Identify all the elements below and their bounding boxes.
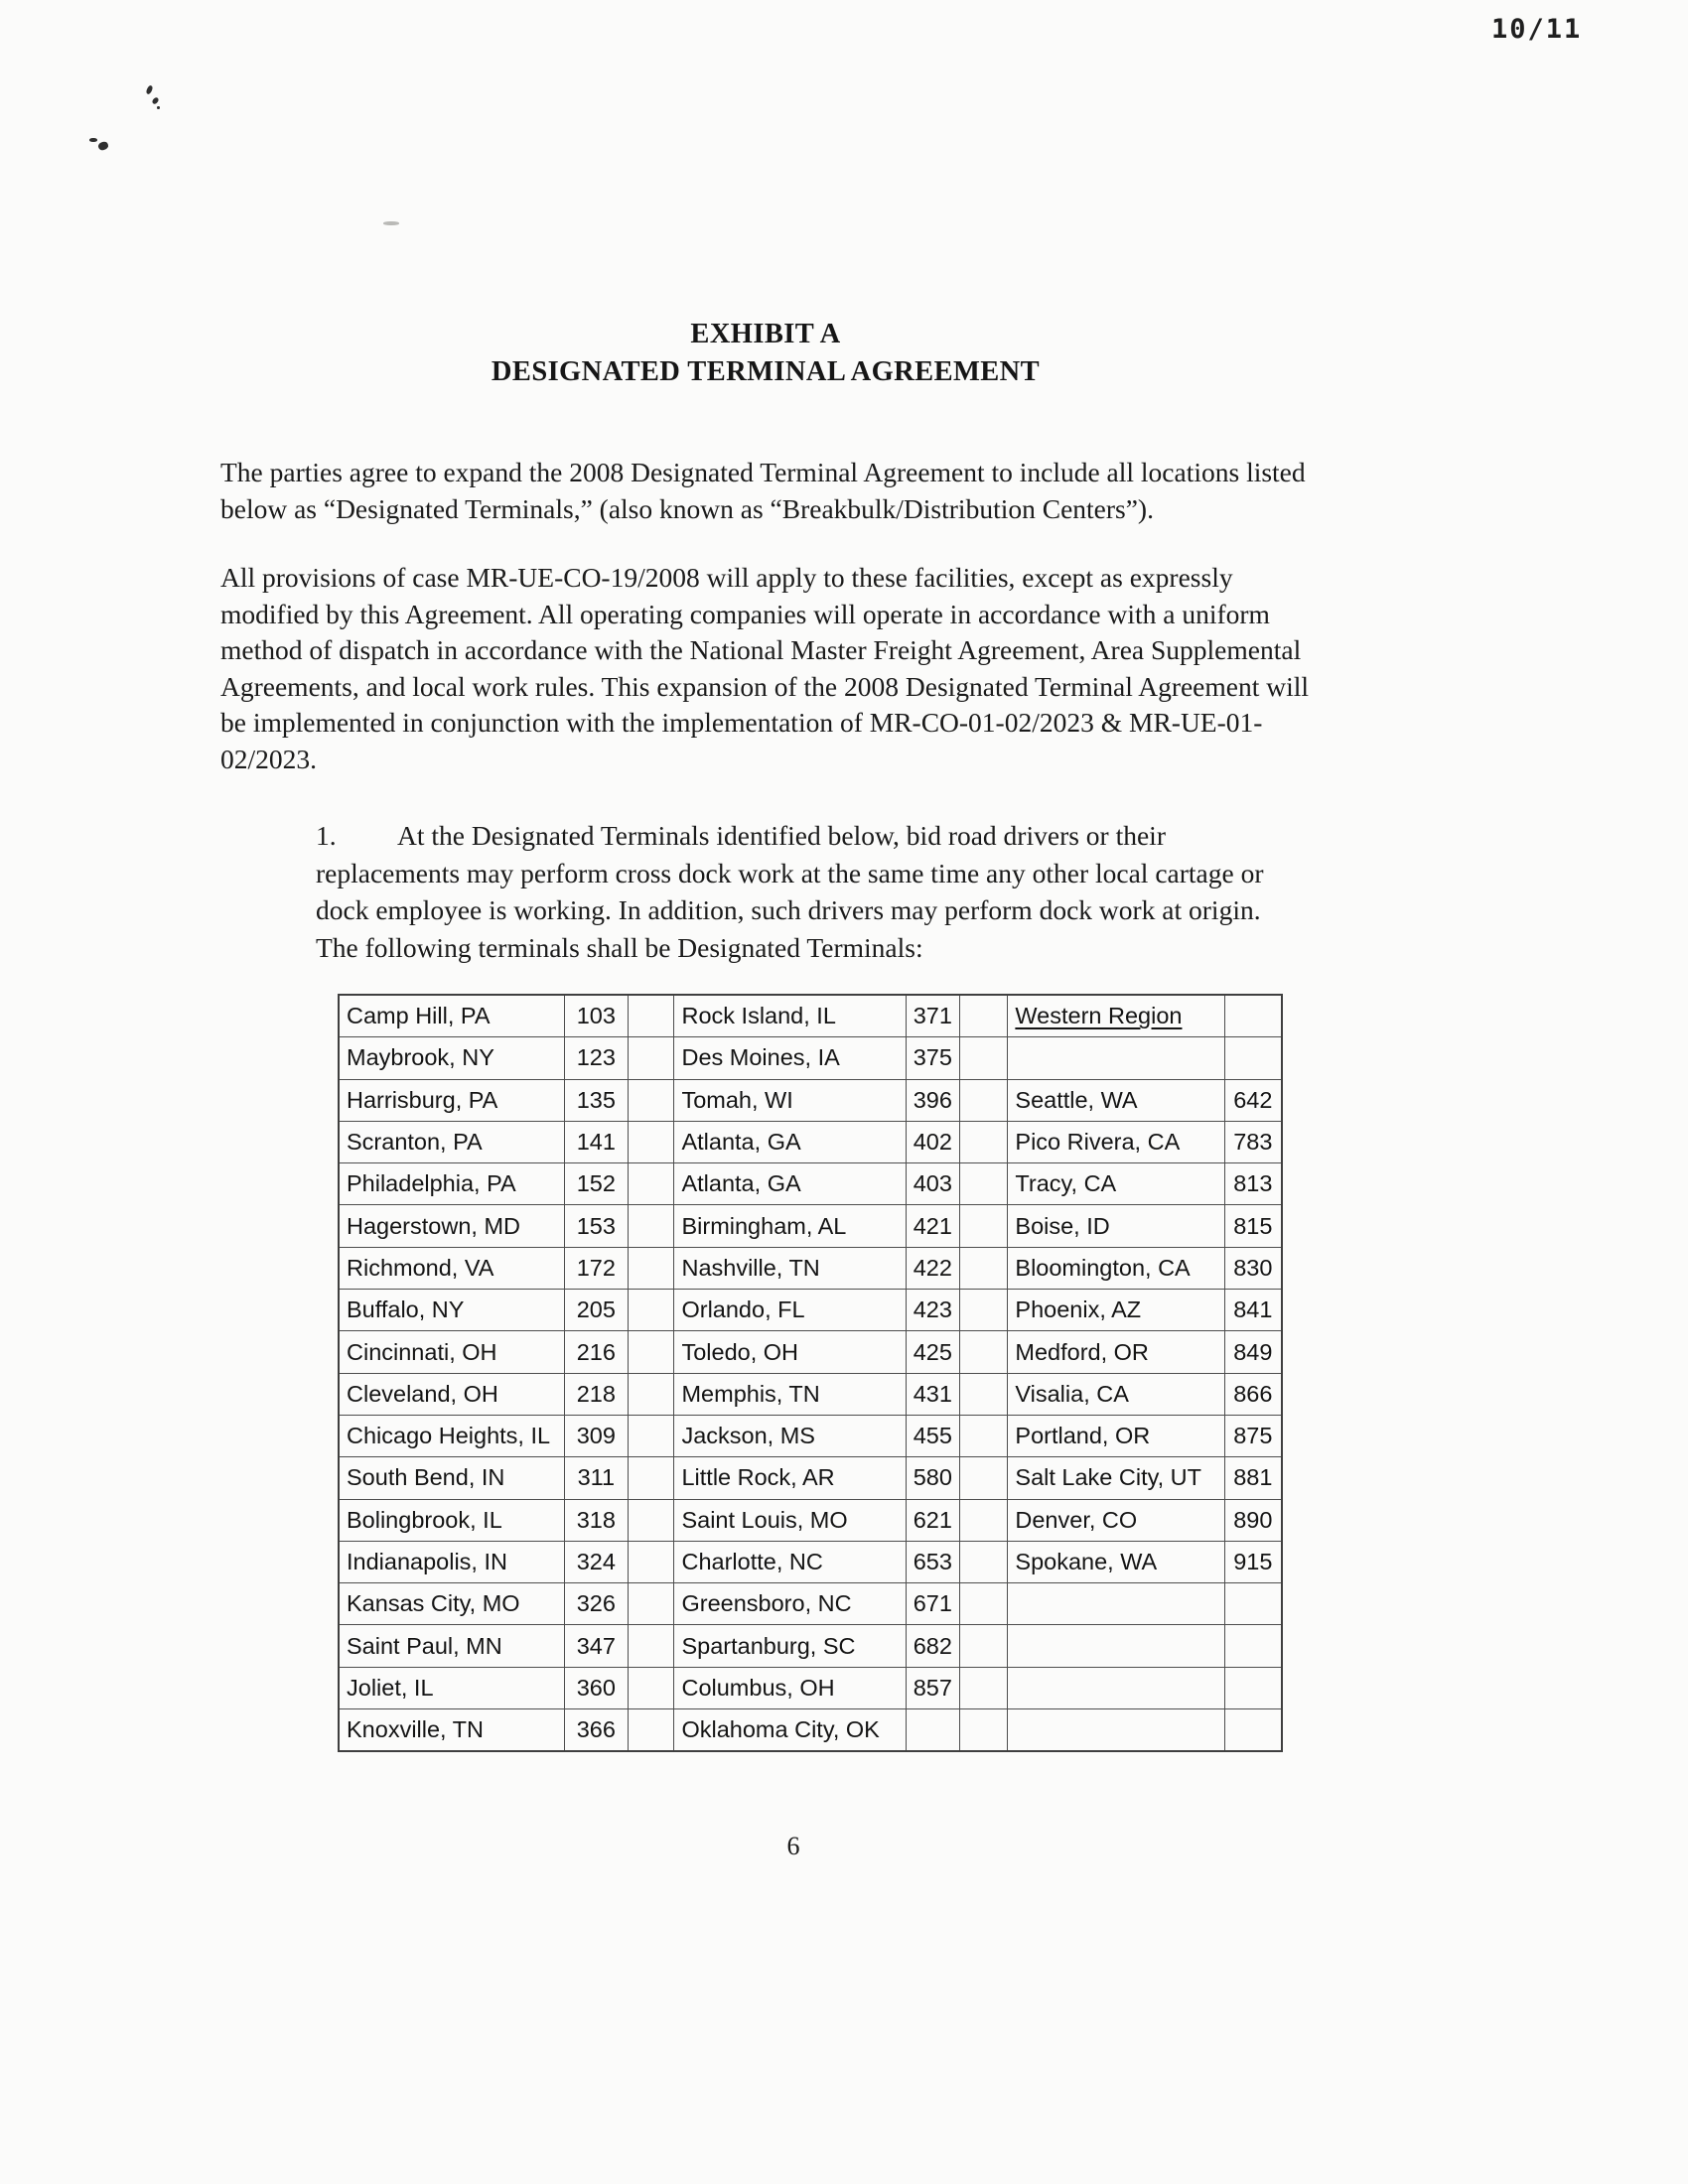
table-cell-c3: Medford, OR xyxy=(1008,1331,1224,1373)
table-cell-c1: Cleveland, OH xyxy=(339,1373,564,1415)
table-cell-n2: 422 xyxy=(906,1247,959,1289)
table-cell-n1: 326 xyxy=(564,1583,628,1625)
terminal-table-body xyxy=(339,995,1282,1751)
table-cell-spacer xyxy=(628,1583,674,1625)
clause-1-number: 1. xyxy=(316,820,337,851)
fax-page-indicator: 10/11 xyxy=(1491,14,1583,45)
paragraph-provisions: All provisions of case MR-UE-CO-19/2008 will apply to these facilities, except as expressly modified by this Agreement. All operating companies will operate in accordance with a uniform method of dispatch in accordance with the National Master Freight Agreement, Area Supplemental Agreements, and local work rules. This expansion of the 2008 Designated Terminal Agreement will be implemented in conjunction with the implementation of MR-CO-01-02/2023 & MR-UE-01-02/2023. xyxy=(220,562,1310,774)
table-cell-n1: 324 xyxy=(564,1541,628,1582)
table-cell-c2: Columbus, OH xyxy=(674,1667,906,1708)
table-cell-n3: 890 xyxy=(1224,1499,1282,1541)
table-cell-n3: 841 xyxy=(1224,1290,1282,1331)
table-cell-c1: Knoxville, TN xyxy=(339,1709,564,1752)
table-cell-c1: Saint Paul, MN xyxy=(339,1625,564,1667)
table-cell-n1: 103 xyxy=(564,995,628,1037)
table-cell-c3: Tracy, CA xyxy=(1008,1163,1224,1205)
table-cell-n3: 813 xyxy=(1224,1163,1282,1205)
scan-speck xyxy=(89,138,97,142)
table-cell-n1: 123 xyxy=(564,1037,628,1079)
table-cell-spacer xyxy=(959,1079,1008,1121)
document-title xyxy=(220,316,1311,391)
table-cell-n2: 425 xyxy=(906,1331,959,1373)
table-row xyxy=(339,1331,1282,1373)
table-row xyxy=(339,1079,1282,1121)
table-cell-n3 xyxy=(1224,1583,1282,1625)
table-cell-n1: 205 xyxy=(564,1290,628,1331)
page-number: 6 xyxy=(786,1832,800,1861)
table-cell-c1: Kansas City, MO xyxy=(339,1583,564,1625)
table-cell-c2: Little Rock, AR xyxy=(674,1457,906,1499)
table-cell-spacer xyxy=(959,1667,1008,1708)
table-cell-spacer xyxy=(628,1667,674,1708)
table-cell-spacer xyxy=(959,1247,1008,1289)
table-cell-c2: Des Moines, IA xyxy=(674,1037,906,1079)
table-cell-c2: Tomah, WI xyxy=(674,1079,906,1121)
table-cell-spacer xyxy=(959,1457,1008,1499)
table-cell-n3 xyxy=(1224,995,1282,1037)
table-cell-n2: 421 xyxy=(906,1205,959,1247)
table-cell-n2: 396 xyxy=(906,1079,959,1121)
table-cell-c1: Camp Hill, PA xyxy=(339,995,564,1037)
table-cell-spacer xyxy=(959,1205,1008,1247)
table-cell-n1: 152 xyxy=(564,1163,628,1205)
table-cell-n3: 830 xyxy=(1224,1247,1282,1289)
table-cell-spacer xyxy=(628,1290,674,1331)
table-cell-spacer xyxy=(959,1415,1008,1456)
table-row xyxy=(339,1121,1282,1162)
table-cell-spacer xyxy=(959,995,1008,1037)
table-cell-c1: Richmond, VA xyxy=(339,1247,564,1289)
table-row xyxy=(339,1457,1282,1499)
table-cell-spacer xyxy=(959,1625,1008,1667)
table-cell-c3: Salt Lake City, UT xyxy=(1008,1457,1224,1499)
table-cell-c3: Portland, OR xyxy=(1008,1415,1224,1456)
table-cell-n2: 621 xyxy=(906,1499,959,1541)
table-cell-c2: Nashville, TN xyxy=(674,1247,906,1289)
table-cell-spacer xyxy=(628,1163,674,1205)
table-cell-n1: 141 xyxy=(564,1121,628,1162)
table-cell-c2: Greensboro, NC xyxy=(674,1583,906,1625)
table-cell-c1: Chicago Heights, IL xyxy=(339,1415,564,1456)
table-cell-n3: 783 xyxy=(1224,1121,1282,1162)
table-cell-n3: 881 xyxy=(1224,1457,1282,1499)
table-cell-spacer xyxy=(959,1037,1008,1079)
table-row xyxy=(339,1541,1282,1582)
table-cell-c1: Hagerstown, MD xyxy=(339,1205,564,1247)
scan-speck xyxy=(383,221,399,225)
table-cell-spacer xyxy=(628,1499,674,1541)
table-row xyxy=(339,1415,1282,1456)
clause-1-text: At the Designated Terminals identified below, bid road drivers or their replacements may perform cross dock work at the same time any other local cartage or dock employee is working. In addition, such drivers may perform dock work at origin. The following terminals shall be Designated Terminals: xyxy=(316,820,1264,963)
table-cell-n1: 366 xyxy=(564,1709,628,1752)
table-cell-n3: 866 xyxy=(1224,1373,1282,1415)
table-cell-n1: 218 xyxy=(564,1373,628,1415)
table-cell-n1: 311 xyxy=(564,1457,628,1499)
table-cell-c1: Scranton, PA xyxy=(339,1121,564,1162)
scan-speck xyxy=(145,84,153,94)
table-cell-n3: 815 xyxy=(1224,1205,1282,1247)
table-row xyxy=(339,1709,1282,1752)
table-row xyxy=(339,995,1282,1037)
table-cell-n1: 318 xyxy=(564,1499,628,1541)
table-cell-c3 xyxy=(1008,1625,1224,1667)
table-cell-c3 xyxy=(1008,1667,1224,1708)
table-row xyxy=(339,1625,1282,1667)
table-cell-spacer xyxy=(959,1121,1008,1162)
table-cell-c3 xyxy=(1008,995,1224,1037)
table-cell-c3: Denver, CO xyxy=(1008,1499,1224,1541)
table-cell-n1: 360 xyxy=(564,1667,628,1708)
paragraph-intro: The parties agree to expand the 2008 Designated Terminal Agreement to include all locations listed below as “Designated Terminals,” (also known as “Breakbulk/Distribution Centers”). xyxy=(220,457,1306,524)
table-cell-c3 xyxy=(1008,1709,1224,1752)
table-row xyxy=(339,1499,1282,1541)
table-cell-n1: 172 xyxy=(564,1247,628,1289)
scan-speck xyxy=(157,106,160,109)
table-cell-c1: Indianapolis, IN xyxy=(339,1541,564,1582)
table-cell-c1: Bolingbrook, IL xyxy=(339,1499,564,1541)
table-cell-n2: 455 xyxy=(906,1415,959,1456)
table-cell-c2: Memphis, TN xyxy=(674,1373,906,1415)
table-cell-n2: 682 xyxy=(906,1625,959,1667)
table-cell-spacer xyxy=(959,1290,1008,1331)
western-region-header: Western Region xyxy=(1015,1003,1183,1029)
table-cell-c2: Birmingham, AL xyxy=(674,1205,906,1247)
table-cell-spacer xyxy=(628,1331,674,1373)
table-cell-c3: Spokane, WA xyxy=(1008,1541,1224,1582)
table-row xyxy=(339,1667,1282,1708)
table-cell-c2: Toledo, OH xyxy=(674,1331,906,1373)
table-cell-spacer xyxy=(628,1415,674,1456)
table-cell-spacer xyxy=(628,995,674,1037)
table-cell-spacer xyxy=(628,1373,674,1415)
table-cell-n3: 915 xyxy=(1224,1541,1282,1582)
table-cell-n3: 875 xyxy=(1224,1415,1282,1456)
table-cell-n2: 671 xyxy=(906,1583,959,1625)
table-cell-n3: 849 xyxy=(1224,1331,1282,1373)
table-cell-spacer xyxy=(628,1205,674,1247)
table-cell-spacer xyxy=(628,1121,674,1162)
table-cell-n2: 653 xyxy=(906,1541,959,1582)
exhibit-title-line: EXHIBIT A xyxy=(690,319,841,349)
table-cell-c1: Joliet, IL xyxy=(339,1667,564,1708)
table-cell-n1: 135 xyxy=(564,1079,628,1121)
table-cell-c2: Spartanburg, SC xyxy=(674,1625,906,1667)
agreement-title-line: DESIGNATED TERMINAL AGREEMENT xyxy=(491,356,1041,387)
table-cell-n2: 423 xyxy=(906,1290,959,1331)
table-cell-n3 xyxy=(1224,1667,1282,1708)
table-row xyxy=(339,1205,1282,1247)
table-row xyxy=(339,1247,1282,1289)
table-cell-n1: 153 xyxy=(564,1205,628,1247)
table-cell-c2: Saint Louis, MO xyxy=(674,1499,906,1541)
table-cell-n1: 309 xyxy=(564,1415,628,1456)
table-cell-spacer xyxy=(628,1037,674,1079)
table-cell-n3: 642 xyxy=(1224,1079,1282,1121)
table-cell-c2: Orlando, FL xyxy=(674,1290,906,1331)
table-cell-n3 xyxy=(1224,1625,1282,1667)
table-cell-c2: Jackson, MS xyxy=(674,1415,906,1456)
table-cell-spacer xyxy=(959,1583,1008,1625)
table-cell-c3: Seattle, WA xyxy=(1008,1079,1224,1121)
table-cell-c3: Pico Rivera, CA xyxy=(1008,1121,1224,1162)
table-cell-n2: 857 xyxy=(906,1667,959,1708)
table-cell-spacer xyxy=(959,1541,1008,1582)
table-cell-n3 xyxy=(1224,1709,1282,1752)
table-cell-spacer xyxy=(628,1709,674,1752)
table-cell-c3: Bloomington, CA xyxy=(1008,1247,1224,1289)
table-cell-n2: 402 xyxy=(906,1121,959,1162)
table-cell-n3 xyxy=(1224,1037,1282,1079)
table-row xyxy=(339,1037,1282,1079)
table-cell-c1: Harrisburg, PA xyxy=(339,1079,564,1121)
table-cell-c1: South Bend, IN xyxy=(339,1457,564,1499)
table-cell-c2: Rock Island, IL xyxy=(674,995,906,1037)
table-cell-n2: 580 xyxy=(906,1457,959,1499)
table-cell-spacer xyxy=(628,1625,674,1667)
table-cell-n2: 431 xyxy=(906,1373,959,1415)
clause-1 xyxy=(316,817,1291,966)
table-cell-n2: 371 xyxy=(906,995,959,1037)
table-cell-c1: Maybrook, NY xyxy=(339,1037,564,1079)
table-row xyxy=(339,1583,1282,1625)
document-body xyxy=(220,316,1311,1861)
table-cell-c1: Buffalo, NY xyxy=(339,1290,564,1331)
table-cell-n1: 216 xyxy=(564,1331,628,1373)
table-cell-spacer xyxy=(959,1163,1008,1205)
table-cell-c2: Atlanta, GA xyxy=(674,1163,906,1205)
table-row xyxy=(339,1163,1282,1205)
table-cell-spacer xyxy=(959,1709,1008,1752)
scan-speck xyxy=(97,141,109,152)
table-cell-spacer xyxy=(959,1373,1008,1415)
table-cell-n2 xyxy=(906,1709,959,1752)
table-cell-n1: 347 xyxy=(564,1625,628,1667)
designated-terminals-table xyxy=(338,994,1283,1752)
table-cell-c3 xyxy=(1008,1583,1224,1625)
table-cell-n2: 375 xyxy=(906,1037,959,1079)
table-cell-c3: Boise, ID xyxy=(1008,1205,1224,1247)
table-cell-spacer xyxy=(628,1247,674,1289)
table-row xyxy=(339,1373,1282,1415)
table-cell-c3: Phoenix, AZ xyxy=(1008,1290,1224,1331)
table-cell-spacer xyxy=(959,1331,1008,1373)
table-cell-c3 xyxy=(1008,1037,1224,1079)
table-cell-c3: Visalia, CA xyxy=(1008,1373,1224,1415)
table-cell-c2: Charlotte, NC xyxy=(674,1541,906,1582)
table-cell-spacer xyxy=(959,1499,1008,1541)
table-cell-spacer xyxy=(628,1457,674,1499)
table-cell-spacer xyxy=(628,1541,674,1582)
table-row xyxy=(339,1290,1282,1331)
table-cell-spacer xyxy=(628,1079,674,1121)
table-cell-c2: Oklahoma City, OK xyxy=(674,1709,906,1752)
table-cell-c2: Atlanta, GA xyxy=(674,1121,906,1162)
scan-speck xyxy=(151,96,159,105)
table-cell-c1: Philadelphia, PA xyxy=(339,1163,564,1205)
table-cell-c1: Cincinnati, OH xyxy=(339,1331,564,1373)
table-cell-n2: 403 xyxy=(906,1163,959,1205)
